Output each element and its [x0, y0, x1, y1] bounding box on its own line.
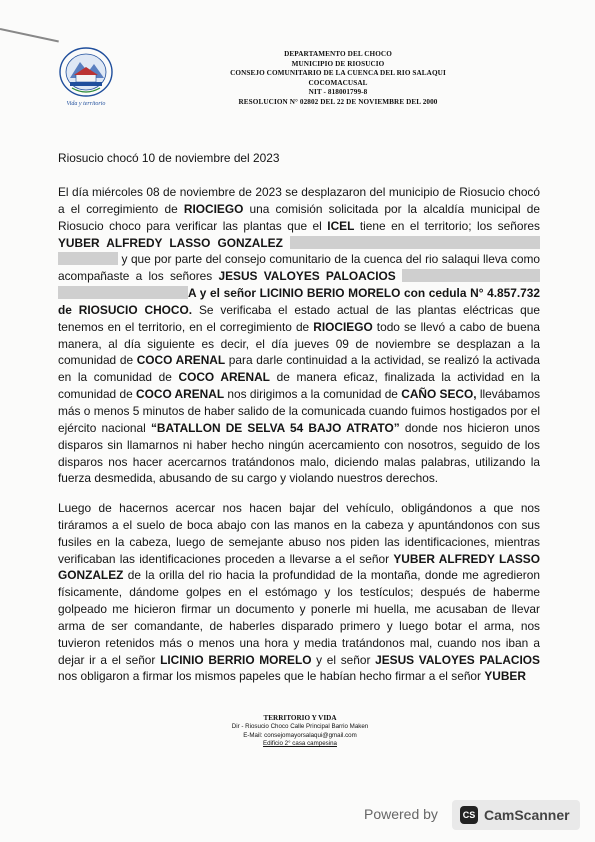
header-line-1: DEPARTAMENTO DEL CHOCO — [284, 50, 392, 58]
logo-motto: Vida y territorio — [66, 101, 106, 107]
footer-email: E-Mail: consejomayorsalaqui@gmail.com — [243, 731, 357, 739]
header-line-4: COCOMACUSAL — [308, 78, 368, 87]
redaction — [58, 252, 118, 265]
footer — [180, 714, 420, 749]
footer-building: Edificio 2° casa campesina — [262, 740, 337, 748]
powered-by-text: Powered by — [364, 806, 438, 822]
redaction — [290, 236, 540, 249]
camscanner-brand: CamScanner — [484, 807, 570, 823]
paragraph-1: El día miércoles 08 de noviembre de 2023 se desplazaron del municipio de Riosucio chocó a el corregimiento de RIOCIEGO una comisión solicitada por la alcaldía municipal de Riosucio choco para verificar las plantas que el ICEL tiene en el territorio; los señores YUBER ALFREDY LASSO GONZALEZ y que por parte del consejo comunitario de la cuenca del rio salaqui lleva como acompañaste a los señores JESUS VALOYES PALOACIOS A y el señor LICINIO BERIO MORELO con cedula N° 4.857.732 de RIOSUCIO CHOCO. Se verificaba el estado actual de las plantas eléctricas que tenemos en el territorio, en el corregimiento de RIOCIEGO todo se llevó a cabo de buena manera, al día siguiente es decir, el día jueves 09 de noviembre se desplazan a la comunidad de COCO ARENAL para darle continuidad a la actividad, se realizó la activada en la comunidad de COCO ARENAL de manera eficaz, finalizada la actividad en la comunidad de COCO ARENAL nos dirigimos a la comunidad de CAÑO SECO, llevábamos más o menos 5 minutos de haber salido de la comunicada cuando fuimos hostigados por el ejército nacional “BATALLON DE SELVA 54 BAJO ATRATO” donde nos hicieron unos disparos sin llamarnos ni haber hecho ningún acercamiento con nosotros, seguido de los disparos nos hacer acercarnos tratándonos malo, diciendo malas palabras, utilizando la fuerza desmedida, abusando de su cargo y violando nuestros derechos. — [58, 185, 541, 486]
camscanner-icon: CS — [460, 806, 478, 824]
header-line-6: RESOLUCION N° 02802 DEL 22 DE NOVIEMBRE DEL 2000 — [238, 97, 438, 106]
header-line-2: MUNICIPIO DE RIOSUCIO — [291, 59, 385, 68]
letterhead — [168, 50, 508, 108]
camscanner-badge — [452, 800, 580, 830]
scan-edge — [0, 28, 59, 42]
council-logo — [50, 44, 130, 108]
header-line-5: NIT - 818001799-8 — [308, 88, 368, 97]
paragraph-2: Luego de hacernos acercar nos hacen bajar del vehículo, obligándonos a que nos tiráramos a el suelo de boca abajo con las manos en la cabeza y apuntándonos con sus fusiles en la cabeza, luego de semejante abuso nos piden las identificaciones, mientras verificaban las identificaciones proceden a llevarse a el señor YUBER ALFREDY LASSO GONZALEZ de la orilla del rio hacia la profundidad de la montaña, donde me agredieron físicamente, dándome golpes en el estómago y los testículos; después de haberme golpeado me hicieron firmar un documento y ponerle mi huella, me acusaban de llevar arma de ser comandante, de haberles disparado primero y luego botar el arma, nos tuvieron retenidos más o menos una hora y media tratándonos mal, cuando nos iban a dejar ir a el señor LICINIO BERRIO MORELO y el señor JESUS VALOYES PALACIOS nos obligaron a firmar los mismos papeles que le habían hecho firmar a el señor YUBER — [58, 501, 540, 684]
redaction — [402, 269, 540, 282]
header-line-3: CONSEJO COMUNITARIO DE LA CUENCA DEL RIO SALAQUI — [230, 69, 446, 78]
footer-title: TERRITORIO Y VIDA — [263, 714, 337, 722]
redaction — [58, 286, 188, 299]
dateline: Riosucio chocó 10 de noviembre del 2023 — [58, 151, 280, 165]
camscanner-watermark — [0, 800, 595, 830]
footer-address: Dir - Riosucio Choco Calle Principal Barrio Maken — [231, 723, 369, 731]
